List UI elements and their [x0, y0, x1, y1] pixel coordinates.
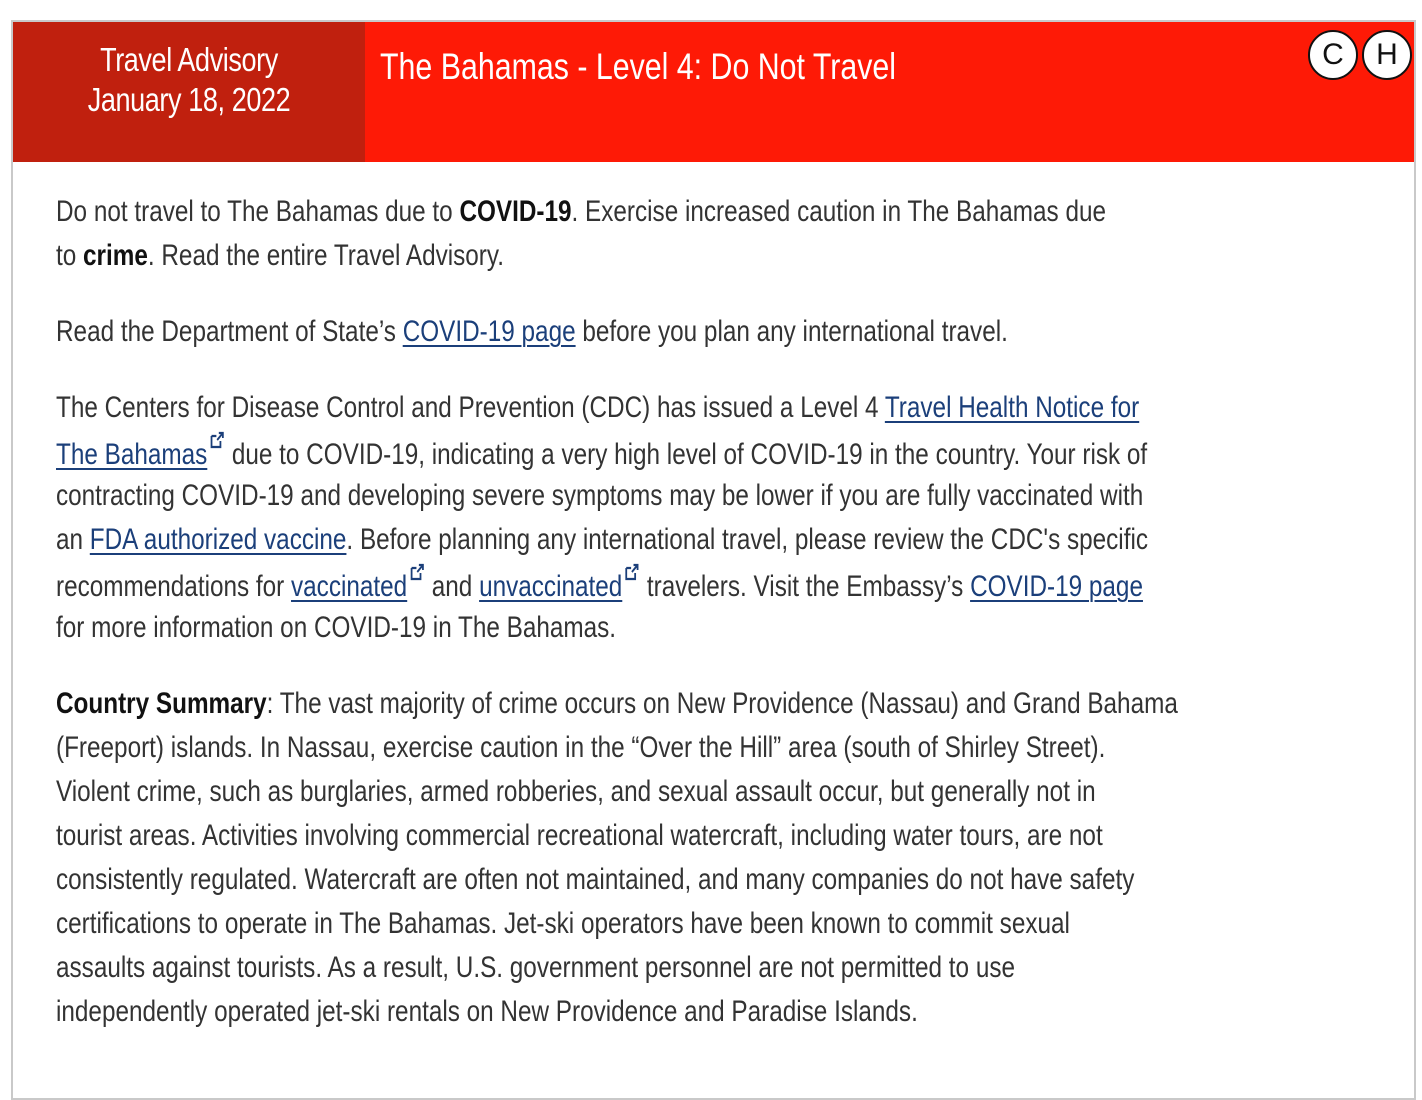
text: travelers. Visit the Embassy’s [640, 570, 971, 603]
text: an [56, 523, 90, 556]
text: consistently regulated. Watercraft are often not maintained, and many companies do not have safety [56, 863, 1135, 896]
text: before you plan any international travel. [575, 315, 1008, 348]
text: assaults against tourists. As a result, U.S. government personnel are not permitted to use [56, 951, 1016, 984]
text: Violent crime, such as burglaries, armed robberies, and sexual assault occur, but generally not in [56, 775, 1096, 808]
external-link-icon [209, 430, 225, 450]
text: . Read the entire Travel Advisory. [147, 239, 505, 272]
advisory-label: Travel Advisory [100, 41, 278, 78]
text: tourist areas. Activities involving commercial recreational watercraft, including water tours, are not [56, 819, 1103, 852]
intro-paragraph [56, 190, 1422, 278]
advisory-date: January 18, 2022 [87, 81, 291, 118]
country-summary-paragraph [56, 682, 1422, 1034]
indicator-c-badge[interactable]: C [1308, 30, 1358, 80]
state-dept-paragraph [56, 310, 1422, 354]
text: and [425, 570, 480, 603]
text: . Exercise increased caution in The Bahamas due [571, 195, 1106, 228]
text: independently operated jet-ski rentals on New Providence and Paradise Islands. [56, 995, 918, 1028]
external-link-icon [409, 562, 425, 582]
text: . Before planning any international travel, please review the CDC's specific [346, 523, 1148, 556]
fda-vaccine-link[interactable]: FDA authorized vaccine [89, 523, 347, 556]
text: due to COVID-19, indicating a very high level of COVID-19 in the country. Your risk of [225, 438, 1148, 471]
state-covid-page-link[interactable]: COVID-19 page [402, 315, 576, 348]
advisory-body [56, 190, 1422, 1066]
text: : The vast majority of crime occurs on New Providence (Nassau) and Grand Bahama [266, 687, 1178, 720]
text: certifications to operate in The Bahamas. Jet-ski operators have been known to commit sexual [56, 907, 1070, 940]
text: to [56, 239, 84, 272]
external-link-icon [624, 562, 640, 582]
travel-health-notice-link-cont[interactable]: The Bahamas [56, 438, 208, 471]
advisory-header [13, 22, 1414, 162]
text: Do not travel to The Bahamas due to [56, 195, 460, 228]
travel-health-notice-link[interactable]: Travel Health Notice for [884, 391, 1140, 424]
text: (Freeport) islands. In Nassau, exercise caution in the “Over the Hill” area (south of Shirley Street). [56, 731, 1106, 764]
text: The Centers for Disease Control and Prevention (CDC) has issued a Level 4 [56, 391, 885, 424]
advisory-title: The Bahamas - Level 4: Do Not Travel [380, 46, 897, 87]
advisory-indicators [1308, 30, 1412, 80]
cdc-paragraph [56, 386, 1422, 650]
text: contracting COVID-19 and developing severe symptoms may be lower if you are fully vaccinated with [56, 479, 1144, 512]
advisory-date-block [13, 22, 365, 162]
embassy-covid-page-link[interactable]: COVID-19 page [970, 570, 1143, 603]
vaccinated-link[interactable]: vaccinated [291, 570, 408, 603]
covid-bold: COVID-19 [459, 195, 572, 228]
text: Read the Department of State’s [56, 315, 403, 348]
text: recommendations for [56, 570, 292, 603]
text: for more information on COVID-19 in The Bahamas. [56, 611, 617, 644]
unvaccinated-link[interactable]: unvaccinated [479, 570, 623, 603]
indicator-h-badge[interactable]: H [1362, 30, 1412, 80]
crime-bold: crime [83, 239, 148, 272]
country-summary-heading: Country Summary [56, 687, 267, 720]
